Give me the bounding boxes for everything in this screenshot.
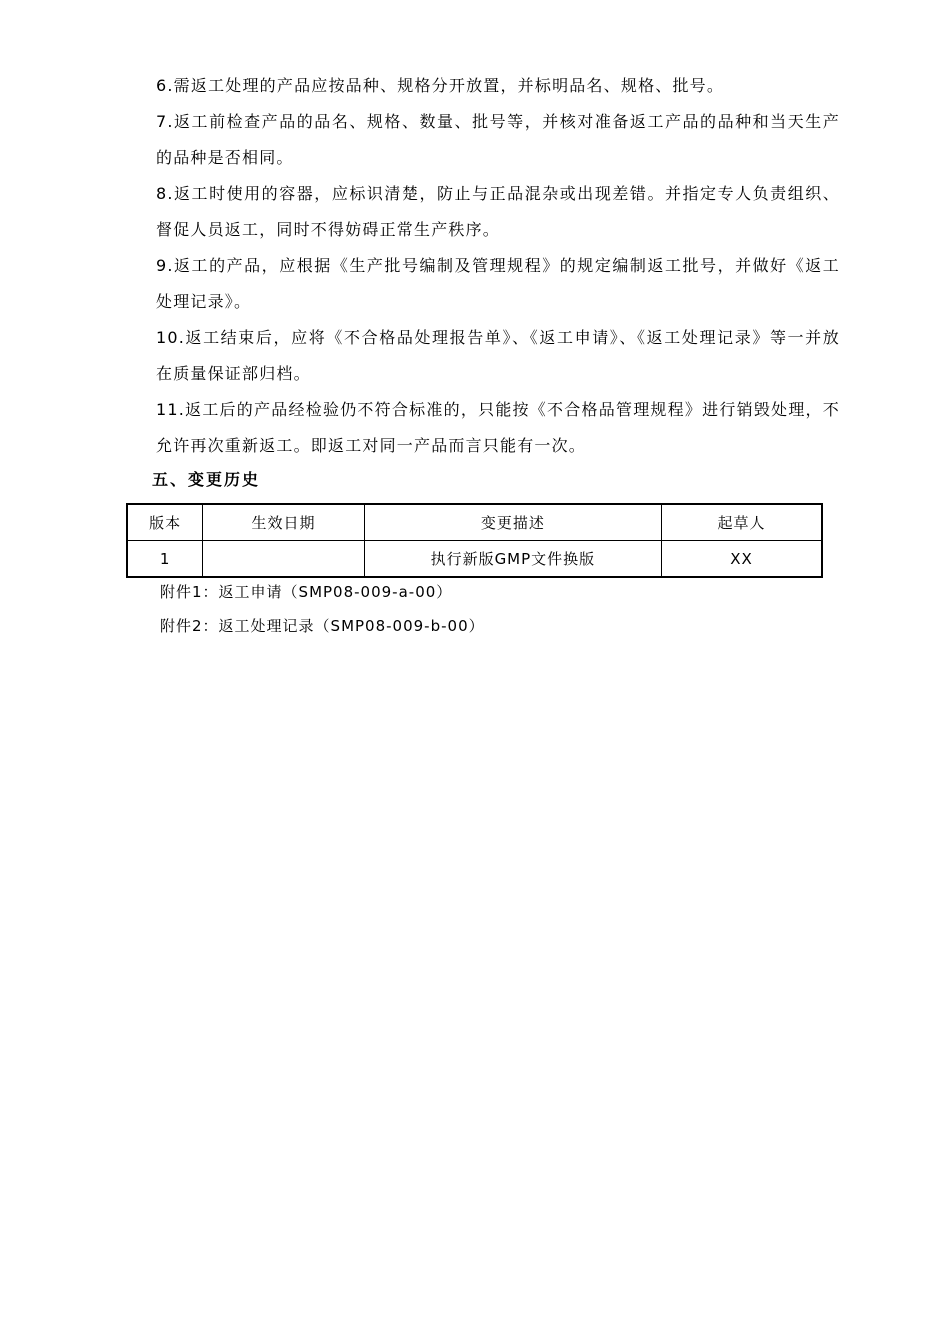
- paragraph-11-text: 11.返工后的产品经检验仍不符合标准的，只能按《不合格品管理规程》进行销毁处理，不允许再次重新返工。即返工对同一产品而言只能有一次。: [156, 400, 840, 455]
- cell-version: 1: [127, 541, 203, 578]
- section-heading-change-history: 五、变更历史: [152, 470, 261, 489]
- paragraph-9-text: 9.返工的产品，应根据《生产批号编制及管理规程》的规定编制返工批号，并做好《返工处理记录》。: [156, 256, 840, 311]
- paragraph-10: [120, 320, 840, 392]
- table-header-row: [127, 504, 822, 541]
- attachment-2: 附件2：返工处理记录（SMP08-009-b-00）: [160, 617, 485, 635]
- header-effective-date: 生效日期: [203, 504, 365, 541]
- paragraph-6: [120, 68, 840, 104]
- paragraph-8-text: 8.返工时使用的容器，应标识清楚，防止与正品混杂或出现差错。并指定专人负责组织、督促人员返工，同时不得妨碍正常生产秩序。: [156, 184, 840, 239]
- change-history-table: [126, 503, 823, 578]
- attachment-1: 附件1：返工申请（SMP08-009-a-00）: [160, 583, 453, 601]
- header-version: 版本: [127, 504, 203, 541]
- paragraph-8: [120, 176, 840, 248]
- paragraph-7-text: 7.返工前检查产品的品名、规格、数量、批号等，并核对准备返工产品的品种和当天生产的品种是否相同。: [156, 112, 840, 167]
- table-row: [127, 541, 822, 578]
- header-change-description: 变更描述: [364, 504, 661, 541]
- cell-effective-date: [203, 541, 365, 578]
- paragraph-9: [120, 248, 840, 320]
- paragraph-10-text: 10.返工结束后，应将《不合格品处理报告单》、《返工申请》、《返工处理记录》等一并放在质量保证部归档。: [156, 328, 840, 383]
- cell-drafter: XX: [661, 541, 822, 578]
- paragraph-6-text: 6.需返工处理的产品应按品种、规格分开放置，并标明品名、规格、批号。: [156, 76, 725, 95]
- cell-change-description: 执行新版GMP文件换版: [364, 541, 661, 578]
- header-drafter: 起草人: [661, 504, 822, 541]
- paragraph-7: [120, 104, 840, 176]
- paragraph-11: [120, 392, 840, 464]
